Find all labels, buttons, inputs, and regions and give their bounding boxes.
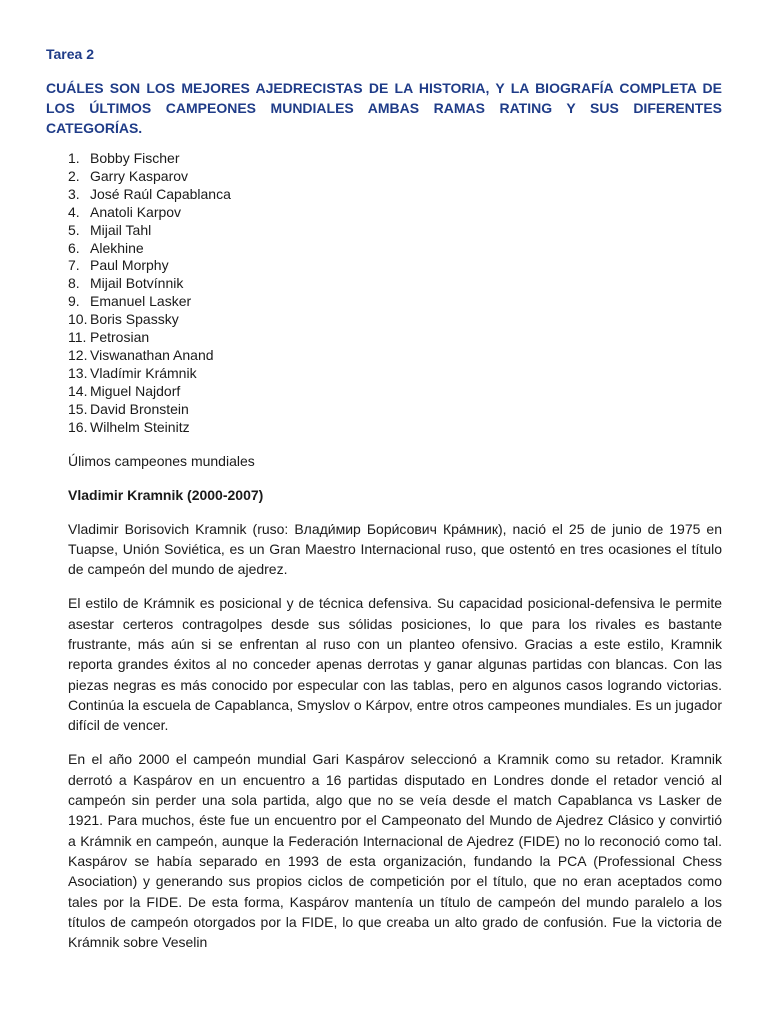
- list-item: [68, 383, 722, 401]
- list-item: [68, 150, 722, 168]
- list-item-number: 15.: [68, 400, 88, 417]
- list-item: [68, 257, 722, 275]
- list-item-number: 9.: [68, 293, 80, 310]
- paragraph: El estilo de Krámnik es posicional y de técnica defensiva. Su capacidad posicional-defensiva le permite asestar certeros contragolpes desde sus sólidas posiciones, lo que para los rivales es bastante frustrante, más aún si se enfrentan al ruso con un planteo ofensivo. Gracias a este estilo, Kramnik reporta grandes éxitos al no conceder apenas derrotas y ganar algunas partidas con blancas. Con las piezas negras es más conocido por especular con las tablas, pero en algunos casos logrando victorias. Continúa la escuela de Capablanca, Smyslov o Kárpov, entre otros campeones mundiales. Es un jugador difícil de vencer.: [68, 595, 722, 734]
- list-item: [68, 204, 722, 222]
- list-item-name: Petrosian: [90, 329, 150, 346]
- list-item: [68, 275, 722, 293]
- section-title: Vladimir Kramnik (2000-2007): [68, 486, 264, 503]
- list-item-name: Miguel Najdorf: [90, 382, 181, 399]
- list-item-number: 11.: [68, 329, 87, 346]
- list-item-name: Viswanathan Anand: [90, 346, 214, 363]
- list-item: [68, 401, 722, 419]
- list-item: [68, 329, 722, 347]
- list-item-number: 3.: [68, 185, 80, 202]
- list-item-name: José Raúl Capablanca: [90, 185, 231, 202]
- list-item-name: Alekhine: [90, 239, 144, 256]
- list-item: [68, 365, 722, 383]
- list-item-number: 6.: [68, 239, 80, 256]
- list-item-name: Paul Morphy: [90, 257, 169, 274]
- list-item: [68, 293, 722, 311]
- list-item-number: 8.: [68, 275, 80, 292]
- list-item: [68, 222, 722, 240]
- list-item-number: 16.: [68, 418, 88, 435]
- list-item-name: Boris Spassky: [90, 311, 179, 328]
- list-item: [68, 347, 722, 365]
- list-item-number: 14.: [68, 382, 88, 399]
- list-item-name: Bobby Fischer: [90, 150, 180, 166]
- paragraph: Vladimir Borisovich Kramnik (ruso: Влади́мир Бори́сович Кра́мник), nació el 25 de junio de 1975 en Tuapse, Unión Soviética, es un Gran Maestro Internacional ruso, que ostentó en tres ocasiones el título de campeón del mundo de ajedrez.: [68, 520, 722, 578]
- list-item-number: 13.: [68, 364, 88, 381]
- players-list: [68, 150, 722, 437]
- list-item: [68, 311, 722, 329]
- list-item: [68, 168, 722, 186]
- list-item: [68, 240, 722, 258]
- list-item-name: Wilhelm Steinitz: [90, 418, 190, 435]
- list-item-name: Anatoli Karpov: [90, 203, 182, 220]
- paragraph: En el año 2000 el campeón mundial Gari Kaspárov seleccionó a Kramnik como su retador. Kramnik derrotó a Kaspárov en un encuentro a 16 partidas disputado en Londres donde el retador venció al campeón sin perder una sola partida, algo que no se veía desde el match Capablanca vs Lasker de 1921. Para muchos, éste fue un encuentro por el Campeonato del Mundo de Ajedrez Clásico y convirtió a Krámnik en campeón, aunque la Federación Internacional de Ajedrez (FIDE) no lo reconoció como tal. Kaspárov se había separado en 1993 de esta organización, fundando la PCA (Professional Chess Asociation) y generando sus propios ciclos de competición por el título, que no eran aceptados como tales por la FIDE. De esta forma, Kaspárov mantenía un título de campeón del mundo paralelo a los títulos de campeón otorgados por la FIDE, lo que creaba un alto grado de confusión. Fue la victoria de Krámnik sobre Veselin: [68, 751, 722, 951]
- list-item-number: 10.: [68, 311, 88, 328]
- list-item-name: Mijail Botvínnik: [90, 275, 184, 292]
- list-item-number: 1.: [68, 150, 80, 166]
- list-item-number: 4.: [68, 203, 80, 220]
- document-heading: CUÁLES SON LOS MEJORES AJEDRECISTAS DE LA HISTORIA, Y LA BIOGRAFÍA COMPLETA DE LOS ÚLTIMOS CAMPEONES MUNDIALES AMBAS RAMAS RATING Y SUS DIFERENTES CATEGORÍAS.: [46, 80, 722, 136]
- section-subheading: Úlimos campeones mundiales: [68, 452, 255, 469]
- task-title: Tarea 2: [46, 46, 94, 62]
- list-item: [68, 186, 722, 204]
- list-item-number: 5.: [68, 221, 80, 238]
- list-item-number: 7.: [68, 257, 80, 274]
- list-item-name: Mijail Tahl: [90, 221, 152, 238]
- list-item-name: David Bronstein: [90, 400, 189, 417]
- list-item-name: Vladímir Krámnik: [90, 364, 197, 381]
- list-item-name: Garry Kasparov: [90, 167, 189, 184]
- list-item: [68, 419, 722, 437]
- list-item-number: 12.: [68, 346, 88, 363]
- list-item-number: 2.: [68, 167, 80, 184]
- list-item-name: Emanuel Lasker: [90, 293, 192, 310]
